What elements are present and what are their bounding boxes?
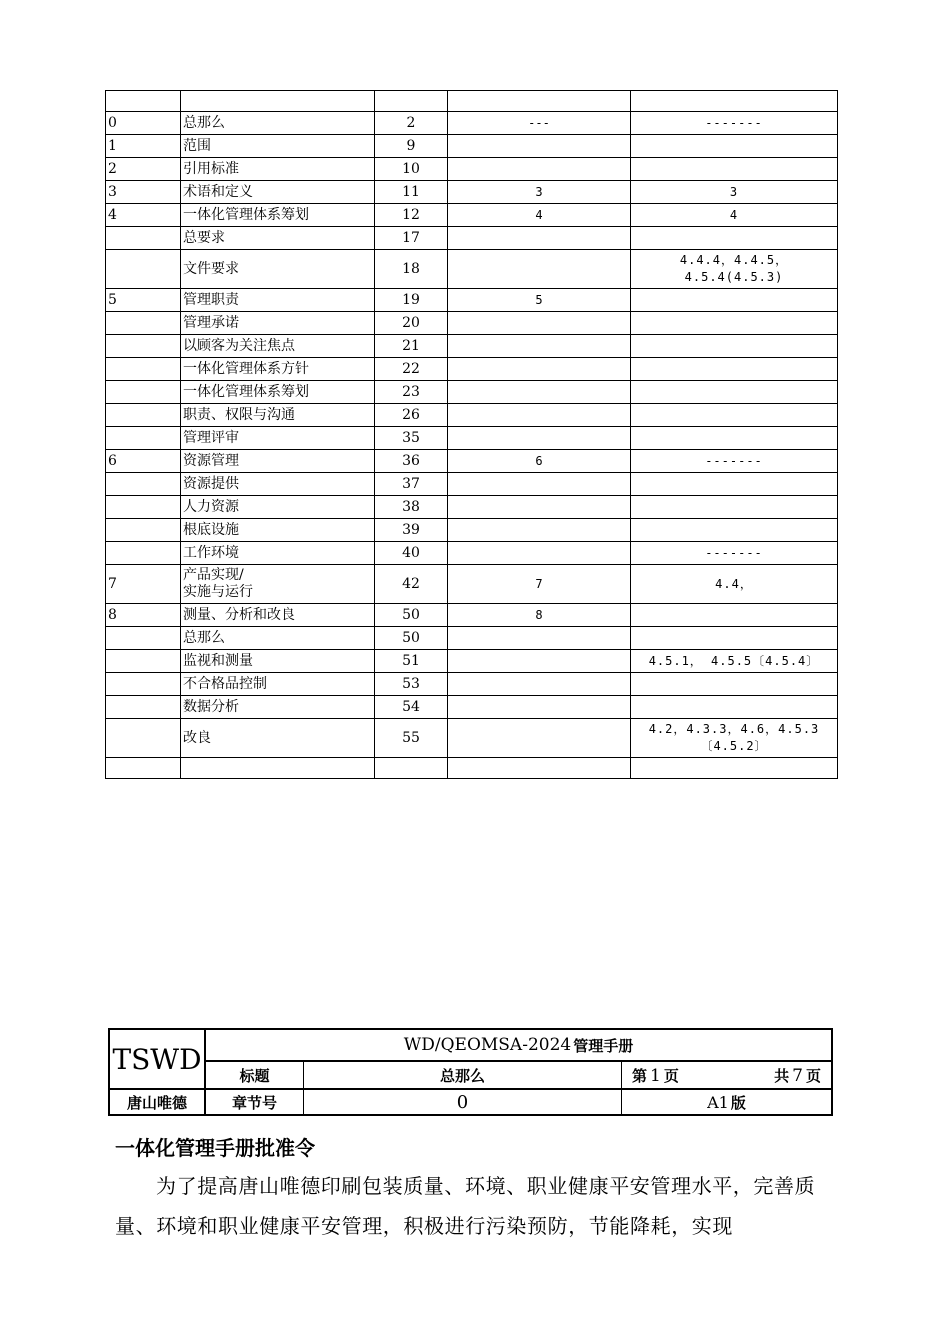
table-cell-c3: 51 — [375, 650, 448, 673]
table-cell-c1 — [106, 404, 181, 427]
table-cell-c4 — [448, 519, 631, 542]
table-cell-c1 — [106, 473, 181, 496]
table-cell-c1 — [106, 496, 181, 519]
table-cell-c5 — [631, 312, 838, 335]
table-cell-c3: 2 — [375, 112, 448, 135]
table-cell-c2 — [181, 758, 375, 779]
table-cell-c3 — [375, 758, 448, 779]
table-row — [106, 404, 838, 427]
table-cell-c5 — [631, 427, 838, 450]
company-logo: TSWD — [110, 1030, 206, 1090]
table-row — [106, 696, 838, 719]
body-paragraph: 为了提高唐山唯德印刷包装质量、环境、职业健康平安管理水平，完善质量、环境和职业健康平安管理，积极进行污染预防，节能降耗，实现 — [115, 1174, 816, 1238]
table-cell-c5 — [631, 758, 838, 779]
table-cell-c3: 50 — [375, 604, 448, 627]
table-cell-c2: 数据分析 — [181, 696, 375, 719]
table-cell-c3: 10 — [375, 158, 448, 181]
table-cell-c3: 20 — [375, 312, 448, 335]
table-cell-c5: 4.5.1， 4.5.5〔4.5.4〕 — [631, 650, 838, 673]
table-cell-c5: 4.2，4.3.3，4.6，4.5.3〔4.5.2〕 — [631, 719, 838, 758]
table-cell-c1: 8 — [106, 604, 181, 627]
table-cell-c5: ------- — [631, 450, 838, 473]
table-cell-c5 — [631, 673, 838, 696]
version-value: A1 — [707, 1092, 729, 1112]
table-cell-c2: 术语和定义 — [181, 181, 375, 204]
table-cell-c2: 管理承诺 — [181, 312, 375, 335]
table-cell-c2: 文件要求 — [181, 250, 375, 289]
table-cell-c4 — [448, 250, 631, 289]
table-row — [106, 519, 838, 542]
table-cell-c4 — [448, 650, 631, 673]
table-row — [106, 758, 838, 779]
table-cell-c3: 21 — [375, 335, 448, 358]
table-cell-c1 — [106, 673, 181, 696]
total-prefix: 共 — [774, 1066, 790, 1085]
table-cell-c5 — [631, 496, 838, 519]
table-row — [106, 627, 838, 650]
table-row — [106, 250, 838, 289]
table-row — [106, 312, 838, 335]
index-table-body — [106, 91, 838, 779]
table-cell-c4 — [448, 91, 631, 112]
company-name: 唐山唯德 — [110, 1090, 206, 1114]
table-cell-c1: 3 — [106, 181, 181, 204]
document-type: 管理手册 — [573, 1036, 634, 1055]
table-cell-c4 — [448, 135, 631, 158]
table-row — [106, 112, 838, 135]
table-row — [106, 542, 838, 565]
table-cell-c5 — [631, 404, 838, 427]
table-cell-c5: 4.4.4，4.4.5，4.5.4(4.5.3) — [631, 250, 838, 289]
table-row — [106, 381, 838, 404]
table-cell-c5 — [631, 289, 838, 312]
table-cell-c2: 监视和测量 — [181, 650, 375, 673]
table-cell-c5: 4 — [631, 204, 838, 227]
table-cell-c3: 38 — [375, 496, 448, 519]
page-total — [774, 1065, 821, 1086]
table-cell-c3: 17 — [375, 227, 448, 250]
table-cell-c1 — [106, 427, 181, 450]
table-cell-c1 — [106, 542, 181, 565]
table-cell-c5 — [631, 358, 838, 381]
table-cell-c2: 引用标准 — [181, 158, 375, 181]
document-title — [206, 1030, 831, 1062]
table-row — [106, 604, 838, 627]
table-cell-c2: 范围 — [181, 135, 375, 158]
document-code: WD/QEOMSA-2024 — [403, 1035, 572, 1055]
table-cell-c1 — [106, 627, 181, 650]
table-cell-c5 — [631, 227, 838, 250]
table-cell-c4 — [448, 158, 631, 181]
version-suffix: 版 — [730, 1093, 746, 1112]
table-cell-c1: 6 — [106, 450, 181, 473]
table-cell-c1 — [106, 312, 181, 335]
table-row — [106, 719, 838, 758]
table-row — [106, 91, 838, 112]
table-cell-c5 — [631, 135, 838, 158]
table-cell-c1 — [106, 335, 181, 358]
table-cell-c1 — [106, 250, 181, 289]
table-cell-c2: 管理职责 — [181, 289, 375, 312]
table-cell-c4 — [448, 542, 631, 565]
table-row — [106, 358, 838, 381]
table-cell-c3: 26 — [375, 404, 448, 427]
table-row — [106, 650, 838, 673]
document-header — [108, 1028, 833, 1116]
section-heading: 一体化管理手册批准令 — [115, 1136, 315, 1160]
table-cell-c5: ------- — [631, 112, 838, 135]
table-cell-c2: 改良 — [181, 719, 375, 758]
table-cell-c5 — [631, 381, 838, 404]
table-cell-c2: 根底设施 — [181, 519, 375, 542]
table-row — [106, 496, 838, 519]
index-table — [105, 90, 838, 779]
table-cell-c1 — [106, 381, 181, 404]
title-value: 总那么 — [304, 1062, 622, 1090]
table-row — [106, 450, 838, 473]
table-cell-c1 — [106, 758, 181, 779]
table-cell-c1 — [106, 91, 181, 112]
table-cell-c3: 23 — [375, 381, 448, 404]
table-cell-c4 — [448, 496, 631, 519]
table-cell-c3: 50 — [375, 627, 448, 650]
table-cell-c4 — [448, 381, 631, 404]
version-info — [622, 1090, 831, 1114]
table-cell-c1: 0 — [106, 112, 181, 135]
table-cell-c3: 39 — [375, 519, 448, 542]
table-cell-c4: --- — [448, 112, 631, 135]
table-cell-c1 — [106, 696, 181, 719]
table-cell-c2: 一体化管理体系方针 — [181, 358, 375, 381]
table-cell-c5 — [631, 696, 838, 719]
table-row — [106, 158, 838, 181]
table-cell-c5 — [631, 473, 838, 496]
table-row — [106, 289, 838, 312]
table-cell-c1: 1 — [106, 135, 181, 158]
table-cell-c2: 产品实现/ 实施与运行 — [181, 565, 375, 604]
table-cell-c4 — [448, 473, 631, 496]
table-cell-c5 — [631, 91, 838, 112]
table-cell-c2: 资源管理 — [181, 450, 375, 473]
table-row — [106, 135, 838, 158]
table-cell-c4 — [448, 696, 631, 719]
table-row — [106, 227, 838, 250]
table-cell-c2: 资源提供 — [181, 473, 375, 496]
table-cell-c4 — [448, 627, 631, 650]
table-cell-c3: 36 — [375, 450, 448, 473]
table-cell-c4 — [448, 758, 631, 779]
total-pages: 7 — [792, 1065, 803, 1086]
table-row — [106, 427, 838, 450]
table-cell-c5: ------- — [631, 542, 838, 565]
table-cell-c3: 11 — [375, 181, 448, 204]
table-cell-c5: 4.4， — [631, 565, 838, 604]
total-unit: 页 — [805, 1066, 821, 1085]
table-cell-c4: 8 — [448, 604, 631, 627]
table-cell-c5 — [631, 627, 838, 650]
table-cell-c2: 总那么 — [181, 627, 375, 650]
table-cell-c3: 18 — [375, 250, 448, 289]
table-cell-c2: 总要求 — [181, 227, 375, 250]
table-cell-c1 — [106, 227, 181, 250]
table-cell-c4 — [448, 227, 631, 250]
table-cell-c4 — [448, 358, 631, 381]
table-cell-c3 — [375, 91, 448, 112]
table-cell-c3: 40 — [375, 542, 448, 565]
table-cell-c2: 工作环境 — [181, 542, 375, 565]
table-cell-c1: 2 — [106, 158, 181, 181]
table-cell-c3: 55 — [375, 719, 448, 758]
chapter-label: 章节号 — [206, 1090, 304, 1114]
table-cell-c5 — [631, 519, 838, 542]
table-cell-c4 — [448, 673, 631, 696]
table-cell-c5 — [631, 335, 838, 358]
table-cell-c2: 人力资源 — [181, 496, 375, 519]
table-row — [106, 673, 838, 696]
table-cell-c1 — [106, 650, 181, 673]
table-cell-c3: 42 — [375, 565, 448, 604]
table-cell-c4 — [448, 427, 631, 450]
page-unit: 页 — [663, 1066, 679, 1085]
table-cell-c4 — [448, 312, 631, 335]
table-cell-c2: 测量、分析和改良 — [181, 604, 375, 627]
table-cell-c1 — [106, 719, 181, 758]
page-number: 1 — [650, 1065, 661, 1086]
table-cell-c4 — [448, 719, 631, 758]
table-cell-c2: 一体化管理体系筹划 — [181, 381, 375, 404]
table-cell-c2: 管理评审 — [181, 427, 375, 450]
table-row — [106, 204, 838, 227]
table-cell-c1: 4 — [106, 204, 181, 227]
table-cell-c3: 12 — [375, 204, 448, 227]
table-cell-c5 — [631, 604, 838, 627]
chapter-value: 0 — [304, 1090, 622, 1114]
table-cell-c4 — [448, 404, 631, 427]
table-row — [106, 473, 838, 496]
table-cell-c1: 5 — [106, 289, 181, 312]
table-cell-c4: 7 — [448, 565, 631, 604]
table-cell-c1 — [106, 519, 181, 542]
table-row — [106, 335, 838, 358]
table-cell-c5 — [631, 158, 838, 181]
table-cell-c2: 一体化管理体系筹划 — [181, 204, 375, 227]
table-cell-c3: 54 — [375, 696, 448, 719]
table-row — [106, 565, 838, 604]
table-cell-c3: 37 — [375, 473, 448, 496]
page-current — [632, 1065, 679, 1086]
table-cell-c3: 19 — [375, 289, 448, 312]
table-cell-c1: 7 — [106, 565, 181, 604]
table-row — [106, 181, 838, 204]
table-cell-c2 — [181, 91, 375, 112]
table-cell-c1 — [106, 358, 181, 381]
table-cell-c4 — [448, 335, 631, 358]
table-cell-c3: 35 — [375, 427, 448, 450]
table-cell-c3: 22 — [375, 358, 448, 381]
table-cell-c2: 职责、权限与沟通 — [181, 404, 375, 427]
table-cell-c4: 4 — [448, 204, 631, 227]
table-cell-c4: 6 — [448, 450, 631, 473]
title-label: 标题 — [206, 1062, 304, 1090]
table-cell-c4: 3 — [448, 181, 631, 204]
table-cell-c2: 总那么 — [181, 112, 375, 135]
page-info — [622, 1062, 831, 1090]
table-cell-c2: 以顾客为关注焦点 — [181, 335, 375, 358]
table-cell-c5: 3 — [631, 181, 838, 204]
table-cell-c2: 不合格品控制 — [181, 673, 375, 696]
page-prefix: 第 — [632, 1066, 648, 1085]
table-cell-c3: 9 — [375, 135, 448, 158]
table-cell-c3: 53 — [375, 673, 448, 696]
table-cell-c4: 5 — [448, 289, 631, 312]
